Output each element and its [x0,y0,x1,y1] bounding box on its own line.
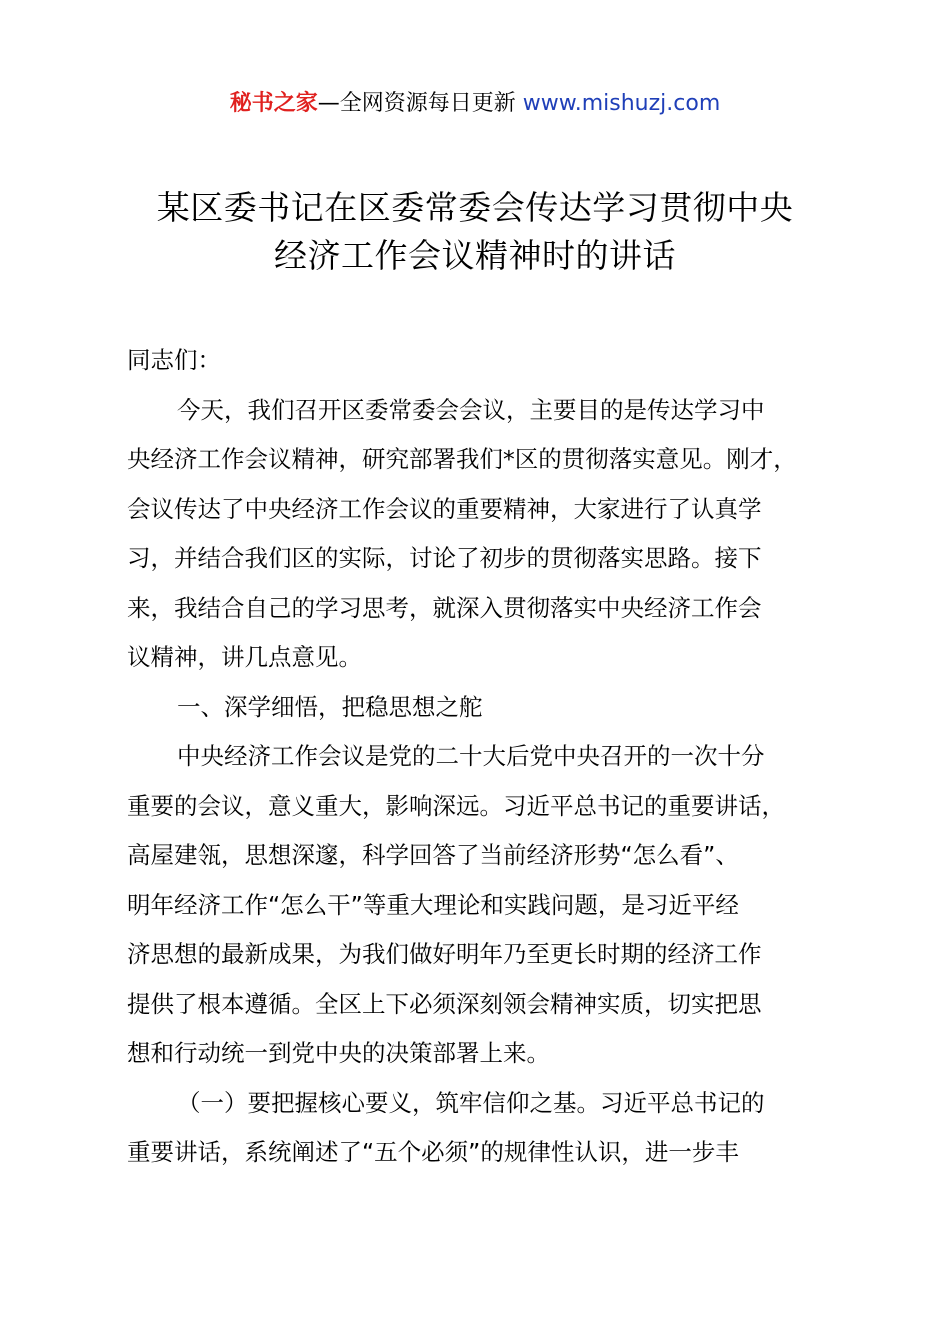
paragraph-line: 重要的会议，意义重大，影响深远。习近平总书记的重要讲话， [127,791,785,820]
paragraph-line: 习，并结合我们区的实际，讨论了初步的贯彻落实思路。接下 [127,544,762,572]
paragraph-line: 会议传达了中央经济工作会议的重要精神，大家进行了认真学 [127,494,762,523]
paragraph-line: 今天，我们召开区委常委会会议，主要目的是传达学习中 [177,395,765,424]
paragraph-line: 济思想的最新成果，为我们做好明年乃至更长时期的经济工作 [127,940,762,968]
paragraph-line: 议精神，讲几点意见。 [127,643,362,671]
paragraph-line: 来，我结合自己的学习思考，就深入贯彻落实中央经济工作会 [127,593,762,622]
document-title [0,184,950,280]
site-brand: 秘书之家 [229,91,318,116]
site-header [0,86,950,122]
paragraph-line: 明年经济工作“怎么干”等重大理论和实践问题，是习近平经 [127,890,739,919]
paragraph-line: 中央经济工作会议是党的二十大后党中央召开的一次十分 [177,742,765,770]
site-tagline: —全网资源每日更新 [317,91,523,116]
paragraph-line: 想和行动统一到党中央的决策部署上来。 [127,1039,550,1067]
site-url-link[interactable]: www.mishuzj.com [522,91,721,116]
title-line-1: 某区委书记在区委常委会传达学习贯彻中央 [156,188,794,227]
paragraph-line: 提供了根本遵循。全区上下必须深刻领会精神实质，切实把思 [127,989,762,1018]
paragraph-line: 央经济工作会议精神，研究部署我们*区的贯彻落实意见。刚才， [127,445,797,473]
paragraph-line: 重要讲话，系统阐述了“五个必须”的规律性认识，进一步丰 [127,1138,739,1166]
paragraph-line: 高屋建瓴，思想深邃，科学回答了当前经济形势“怎么看”、 [127,841,739,869]
subsection-line: （一）要把握核心要义，筑牢信仰之基。习近平总书记的 [177,1088,765,1117]
title-line-2: 经济工作会议精神时的讲话 [274,236,676,275]
document-body [127,336,837,1178]
salutation: 同志们： [127,346,221,374]
section-heading: 一、深学细悟，把稳思想之舵 [177,692,483,721]
